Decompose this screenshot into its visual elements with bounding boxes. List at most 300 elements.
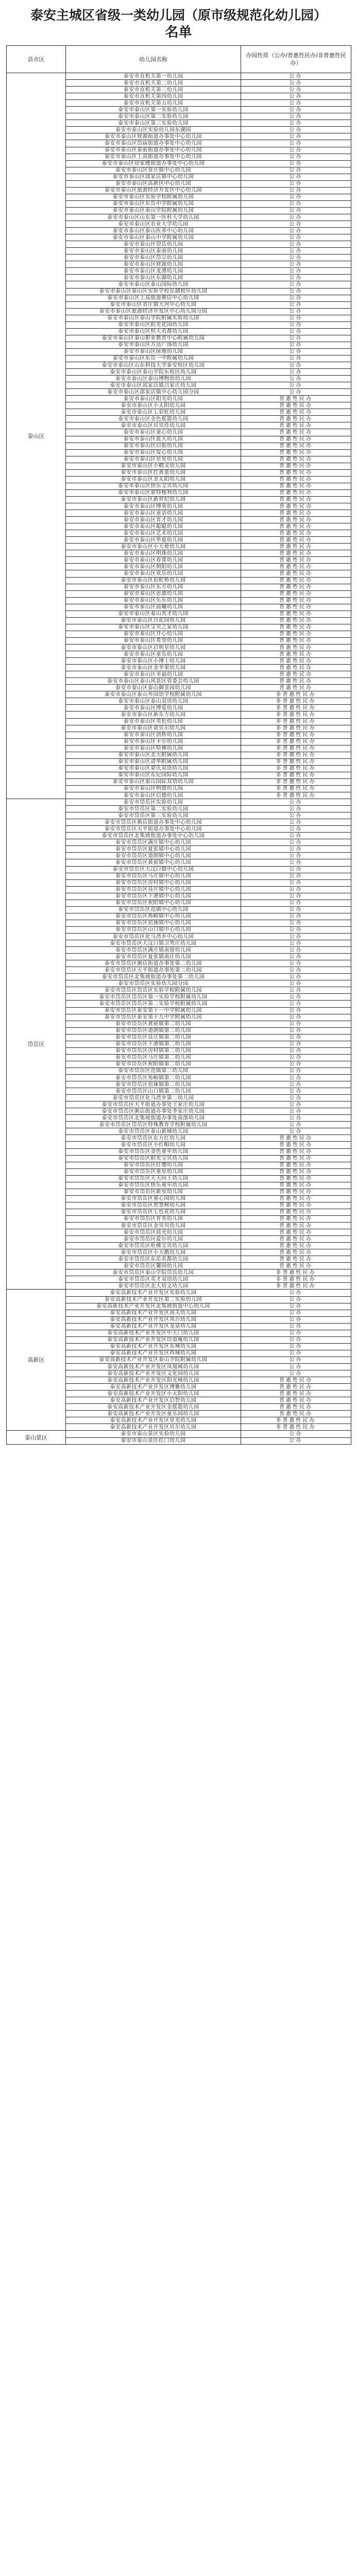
kindergarten-name-cell: 泰安市泰山区泰前幼儿园 (66, 248, 241, 255)
nature-cell: 公办 (241, 140, 351, 147)
nature-cell: 公办 (241, 987, 351, 994)
kindergarten-name-cell: 泰安市泰山景区红门幼儿园 (66, 1437, 241, 1444)
kindergarten-name-cell: 泰安市泰山区实验学校附属幼儿园 (66, 194, 241, 200)
kindergarten-name-cell: 泰安市泰山区博苑幼儿园 (66, 503, 241, 510)
kindergarten-name-cell: 泰安市泰山区彩虹桥幼儿园 (66, 577, 241, 584)
nature-cell: 公办 (241, 1357, 351, 1363)
kindergarten-name-cell: 泰安市泰山区阳光花园幼儿园 (66, 321, 241, 328)
kindergarten-name-cell: 泰安市泰山区邱家店镇吕家庄幼儿园 (66, 382, 241, 389)
kindergarten-name-cell: 泰安市泰山区小精灵幼儿园 (66, 463, 241, 469)
nature-cell: 公办 (241, 268, 351, 275)
nature-cell: 普惠性民办 (241, 1256, 351, 1263)
district-cell: 岱岳区 (7, 799, 66, 1290)
kindergarten-name-cell: 泰安市泰山区泰山风景区管委会幼儿园 (66, 678, 241, 685)
kindergarten-name-cell: 泰安市岱岳区北大培文幼儿园 (66, 1283, 241, 1290)
kindergarten-name-cell: 泰安市泰山区小太阳幼儿园 (66, 402, 241, 409)
kindergarten-name-cell: 泰安市泰山区启德幼儿园 (66, 792, 241, 799)
kindergarten-name-cell: 泰安市直机关第四幼儿园 (66, 93, 241, 100)
kindergarten-name-cell: 泰安市岱岳区实验幼儿园分园 (66, 980, 241, 987)
kindergarten-name-cell: 泰安高新技术产业开发区龙泉幼儿园 (66, 1323, 241, 1330)
nature-cell: 非普惠性民办 (241, 711, 351, 718)
kindergarten-name-cell: 泰安市岱岳区泰山新城幼儿园 (66, 1128, 241, 1135)
nature-cell: 普惠性民办 (241, 1263, 351, 1269)
nature-cell: 公办 (241, 1007, 351, 1014)
nature-cell: 普惠性民办 (241, 469, 351, 476)
kindergarten-name-cell: 泰安市泰山区聪聪幼儿园 (66, 523, 241, 530)
nature-cell: 普惠性民办 (241, 1377, 351, 1384)
nature-cell: 公办 (241, 1303, 351, 1310)
nature-cell: 公办 (241, 947, 351, 954)
nature-cell: 普惠性民办 (241, 1168, 351, 1175)
kindergarten-name-cell: 泰安市岱岳区天天向上幼儿园 (66, 1175, 241, 1182)
kindergarten-name-cell: 泰安市泰山区启航幼儿园 (66, 443, 241, 449)
kindergarten-name-cell: 泰安高新技术产业开发区星光幼儿园 (66, 1417, 241, 1424)
kindergarten-name-cell: 泰安市泰山区东岳中学附属幼儿园 (66, 200, 241, 207)
kindergarten-name-cell: 泰安高新技术产业开发区启智幼儿园 (66, 1397, 241, 1404)
kindergarten-name-cell: 泰安高新技术产业开发区博雅幼儿园 (66, 1384, 241, 1391)
kindergarten-name-cell: 泰安市泰山区实验幼儿园东湖园 (66, 127, 241, 133)
nature-cell: 公办 (241, 866, 351, 873)
nature-cell: 公办 (241, 1350, 351, 1357)
kindergarten-name-cell: 泰安高新技术产业开发区岱道庵幼儿园 (66, 1336, 241, 1343)
nature-cell: 公办 (241, 1296, 351, 1303)
kindergarten-name-cell: 泰安市直机关第五幼儿园 (66, 100, 241, 107)
kindergarten-name-cell: 泰安市泰山区山东科技大学泰安校区幼儿园 (66, 362, 241, 369)
nature-cell: 公办 (241, 1122, 351, 1128)
nature-cell: 非普惠性民办 (241, 745, 351, 752)
nature-cell: 公办 (241, 806, 351, 812)
nature-cell: 公办 (241, 1054, 351, 1061)
kindergarten-name-cell: 泰安市岱岳区实验幼儿园 (66, 799, 241, 806)
kindergarten-name-cell: 泰安市泰山区英伦幼儿园 (66, 718, 241, 725)
kindergarten-name-cell: 泰安高新技术产业开发区童乐园幼儿园 (66, 1411, 241, 1417)
kindergarten-name-cell: 泰安市泰山区第一实验幼儿园 (66, 107, 241, 113)
nature-cell: 普惠性民办 (241, 422, 351, 429)
table-row (7, 73, 351, 80)
kindergarten-name-cell: 泰安市岱岳区小天鹅幼儿园 (66, 1249, 241, 1256)
nature-cell: 普惠性民办 (241, 510, 351, 517)
nature-cell: 公办 (241, 315, 351, 321)
kindergarten-name-cell: 泰安高新技术产业开发区中天门幼儿园 (66, 1330, 241, 1336)
kindergarten-name-cell: 泰安市岱岳区道朗镇第二幼儿园 (66, 1027, 241, 1034)
kindergarten-name-cell: 泰安市岱岳区道朗镇中心幼儿园 (66, 853, 241, 859)
nature-cell: 公办 (241, 1001, 351, 1007)
nature-cell: 公办 (241, 1370, 351, 1377)
kindergarten-name-cell: 泰安市岱岳区泰安第十一中学附属幼儿园 (66, 1007, 241, 1014)
nature-cell: 非普惠性民办 (241, 792, 351, 799)
nature-cell: 公办 (241, 1128, 351, 1135)
nature-cell: 公办 (241, 1316, 351, 1323)
kindergarten-name-cell: 泰安市泰山区第三实验幼儿园 (66, 120, 241, 127)
kindergarten-name-cell: 泰安市泰山区育才幼儿园 (66, 517, 241, 523)
nature-cell: 普惠性民办 (241, 1249, 351, 1256)
nature-cell: 非普惠性民办 (241, 778, 351, 785)
kindergarten-name-cell: 泰安市直机关第一幼儿园 (66, 73, 241, 80)
kindergarten-name-cell: 泰安市岱岳区下港镇中心幼儿园 (66, 893, 241, 900)
kindergarten-name-cell: 泰安市岱岳区东方红幼儿园 (66, 1135, 241, 1142)
nature-cell: 非普惠性民办 (241, 772, 351, 778)
kindergarten-name-cell: 泰安市泰山区开心幼儿园 (66, 631, 241, 637)
kindergarten-name-cell: 泰安市岱岳区祝阳镇中心幼儿园 (66, 900, 241, 906)
kindergarten-name-cell: 泰安市泰山区东湖幼儿园 (66, 275, 241, 281)
nature-cell: 公办 (241, 228, 351, 234)
kindergarten-name-cell: 泰安市泰山区泰山外国语学校附属幼儿园 (66, 691, 241, 698)
nature-cell: 普惠性民办 (241, 449, 351, 456)
nature-cell: 公办 (241, 940, 351, 947)
nature-cell: 公办 (241, 1061, 351, 1067)
kindergarten-name-cell: 泰安高新技术产业开发区阳光城幼儿园 (66, 1377, 241, 1384)
nature-cell: 公办 (241, 194, 351, 200)
kindergarten-name-cell: 泰安市岱岳区良庄镇第二幼儿园 (66, 1034, 241, 1041)
nature-cell: 公办 (241, 1310, 351, 1316)
nature-cell: 公办 (241, 1108, 351, 1115)
nature-cell: 公办 (241, 1343, 351, 1350)
nature-cell: 普惠性民办 (241, 631, 351, 637)
kindergarten-name-cell: 泰安市泰山区蒙氏双语幼儿园 (66, 765, 241, 772)
nature-cell: 普惠性民办 (241, 665, 351, 671)
nature-cell: 非普惠性民办 (241, 738, 351, 745)
kindergarten-name-cell: 泰安市泰山区童话幼儿园 (66, 510, 241, 517)
kindergarten-name-cell: 泰安高新技术产业开发区凤台幼儿园 (66, 1316, 241, 1323)
nature-cell: 公办 (241, 1115, 351, 1122)
kindergarten-name-cell: 泰安市泰山区旅游经济开发区中心幼儿园 (66, 187, 241, 194)
kindergarten-name-cell: 泰安市泰山区北大附属幼儿园 (66, 752, 241, 758)
kindergarten-name-cell: 泰安市泰山区旅游经济开发区中心幼儿园分园 (66, 308, 241, 315)
kindergarten-name-cell: 泰安市岱岳区徂徕镇第二幼儿园 (66, 1081, 241, 1088)
kindergarten-name-cell: 泰安市泰山区百花园幼儿园 (66, 617, 241, 624)
nature-cell: 非普惠性民办 (241, 785, 351, 792)
nature-cell: 公办 (241, 1081, 351, 1088)
kindergarten-name-cell: 泰安市泰山区农业大学幼儿园 (66, 221, 241, 228)
nature-cell: 公办 (241, 812, 351, 819)
kindergarten-name-cell: 泰安市泰山区泰山英才幼儿园 (66, 611, 241, 617)
kindergarten-name-cell: 泰安市泰山区徐家楼街道办事处中心幼儿园 (66, 160, 241, 167)
nature-cell: 非普惠性民办 (241, 1283, 351, 1290)
kindergarten-name-cell: 泰安市泰山区财源幼儿园 (66, 261, 241, 268)
kindergarten-name-cell: 泰安市泰山区上高街道办事处中心幼儿园 (66, 154, 241, 160)
nature-cell: 普惠性民办 (241, 1135, 351, 1142)
nature-cell: 普惠性民办 (241, 416, 351, 422)
kindergarten-name-cell: 泰安市泰山区剑桥幼儿园 (66, 732, 241, 738)
nature-cell: 非普惠性民办 (241, 691, 351, 698)
kindergarten-name-cell: 泰安市泰山区泰山中学附属幼儿园 (66, 234, 241, 241)
kindergarten-name-cell: 泰安市泰山区童心幼儿园 (66, 429, 241, 436)
nature-cell: 普惠性民办 (241, 658, 351, 665)
kindergarten-name-cell: 泰安市岱岳区夏张镇中心幼儿园 (66, 846, 241, 853)
nature-cell: 公办 (241, 335, 351, 342)
kindergarten-name-cell: 泰安市泰山区第二实验幼儿园 (66, 113, 241, 120)
nature-cell: 公办 (241, 147, 351, 154)
kindergarten-name-cell: 泰安市泰山区泰前街道办事处中心幼儿园 (66, 147, 241, 154)
nature-cell: 公办 (241, 362, 351, 369)
kindergarten-name-cell: 泰安市直机关第三幼儿园 (66, 87, 241, 93)
kindergarten-name-cell: 泰安市泰山区快乐宝贝幼儿园 (66, 483, 241, 489)
nature-cell: 公办 (241, 221, 351, 228)
nature-cell: 普惠性民办 (241, 523, 351, 530)
nature-cell: 公办 (241, 1088, 351, 1095)
kindergarten-name-cell: 泰安市泰山区财源街道办事处中心幼儿园 (66, 133, 241, 140)
kindergarten-name-cell: 泰安市岱岳区化马湾乡中心幼儿园 (66, 934, 241, 940)
kindergarten-name-cell: 泰安市泰山区清华附属幼儿园 (66, 758, 241, 765)
kindergarten-name-cell: 泰安市泰山区蓝天幼儿园 (66, 436, 241, 443)
nature-cell: 普惠性民办 (241, 604, 351, 611)
kindergarten-name-cell: 泰安市岱岳区新星幼儿园 (66, 1189, 241, 1195)
nature-cell: 普惠性民办 (241, 1236, 351, 1243)
nature-cell: 公办 (241, 355, 351, 362)
nature-cell: 非普惠性民办 (241, 1276, 351, 1283)
nature-cell: 公办 (241, 1095, 351, 1101)
nature-cell: 普惠性民办 (241, 564, 351, 570)
nature-cell: 公办 (241, 160, 351, 167)
kindergarten-name-cell: 泰安高新技术产业开发区凤凰城幼儿园 (66, 1364, 241, 1370)
kindergarten-name-cell: 泰安市岱岳区范镇第二幼儿园 (66, 1067, 241, 1074)
nature-cell: 普惠性民办 (241, 1202, 351, 1209)
kindergarten-name-cell: 泰安市泰山区邱家店镇中心幼儿园分园 (66, 389, 241, 396)
kindergarten-name-cell: 泰安市岱岳区房村镇第二幼儿园 (66, 1047, 241, 1054)
nature-cell: 公办 (241, 127, 351, 133)
nature-cell: 公办 (241, 826, 351, 833)
table-body (7, 73, 351, 1445)
kindergarten-name-cell: 泰安市岱岳区良庄镇中心幼儿园 (66, 886, 241, 893)
kindergarten-name-cell: 泰安市泰山区龙潭幼儿园 (66, 268, 241, 275)
nature-cell: 普惠性民办 (241, 1162, 351, 1168)
kindergarten-name-cell: 泰安市岱岳区爱尔幼儿园 (66, 1236, 241, 1243)
nature-cell: 公办 (241, 934, 351, 940)
kindergarten-name-cell: 泰安市泰山区朝阳幼儿园 (66, 564, 241, 570)
kindergarten-name-cell: 泰安市泰山区上高街道粥店中心幼儿园 (66, 295, 241, 301)
kindergarten-name-cell: 泰安市泰山区诺贝尔幼儿园 (66, 725, 241, 732)
kindergarten-name-cell: 泰安市岱岳区馨园幼儿园 (66, 1263, 241, 1269)
nature-cell: 普惠性民办 (241, 436, 351, 443)
nature-cell: 普惠性民办 (241, 544, 351, 550)
district-cell: 高新区 (7, 1290, 66, 1431)
nature-cell: 普惠性民办 (241, 1223, 351, 1229)
kindergarten-name-cell: 泰安市泰山区泰山学院东校区幼儿园 (66, 369, 241, 376)
kindergarten-name-cell: 泰安市泰山区省庄镇中心幼儿园 (66, 167, 241, 174)
table-row (7, 799, 351, 806)
nature-cell: 公办 (241, 382, 351, 389)
nature-cell: 公办 (241, 328, 351, 335)
nature-cell: 非普惠性民办 (241, 705, 351, 711)
nature-cell: 普惠性民办 (241, 537, 351, 544)
nature-cell: 公办 (241, 1364, 351, 1370)
nature-cell: 公办 (241, 234, 351, 241)
nature-cell: 普惠性民办 (241, 577, 351, 584)
nature-cell: 公办 (241, 100, 351, 107)
kindergarten-name-cell: 泰安市泰山区泰山国际幼儿园 (66, 281, 241, 288)
nature-cell: 非普惠性民办 (241, 1424, 351, 1431)
kindergarten-name-cell: 泰安市岱岳区满庄镇南留幼儿园 (66, 947, 241, 954)
nature-cell: 公办 (241, 920, 351, 926)
nature-cell: 普惠性民办 (241, 1148, 351, 1155)
nature-cell: 公办 (241, 799, 351, 806)
nature-cell: 普惠性民办 (241, 637, 351, 644)
nature-cell: 公办 (241, 819, 351, 826)
nature-cell: 普惠性民办 (241, 1384, 351, 1391)
kindergarten-name-cell: 泰安市泰山区泰山博物馆幼儿园 (66, 376, 241, 382)
nature-cell: 公办 (241, 1041, 351, 1047)
kindergarten-name-cell: 泰安市泰山区东尼国际幼儿园 (66, 772, 241, 778)
kindergarten-name-cell: 泰安市泰山区东岳一中附属幼儿园 (66, 355, 241, 362)
kindergarten-name-cell: 泰安市岱岳区岱岳区第一实验学校附属幼儿园 (66, 994, 241, 1001)
kindergarten-name-cell: 泰安市岱岳区粥店街道办事处第二幼儿园 (66, 960, 241, 967)
nature-cell: 公办 (241, 348, 351, 355)
nature-cell: 普惠性民办 (241, 597, 351, 604)
kindergarten-name-cell: 泰安市泰山区爱心幼儿园 (66, 449, 241, 456)
kindergarten-name-cell: 泰安市岱岳区岱岳区第二实验学校附属幼儿园 (66, 1001, 241, 1007)
nature-cell: 公办 (241, 200, 351, 207)
kindergarten-name-cell: 泰安市泰山区高新区中心幼儿园 (66, 180, 241, 187)
nature-cell: 公办 (241, 154, 351, 160)
nature-cell: 普惠性民办 (241, 429, 351, 436)
nature-cell: 公办 (241, 1027, 351, 1034)
kindergarten-name-cell: 泰安市岱岳区金贝贝幼儿园 (66, 1223, 241, 1229)
nature-cell: 公办 (241, 187, 351, 194)
kindergarten-name-cell: 泰安市泰山区启明星幼儿园 (66, 644, 241, 651)
nature-cell: 公办 (241, 80, 351, 87)
kindergarten-name-cell: 泰安市泰山区童乐幼儿园 (66, 651, 241, 658)
kindergarten-name-cell: 泰安市岱岳区红缨幼儿园 (66, 1162, 241, 1168)
nature-cell: 公办 (241, 954, 351, 960)
nature-cell: 非普惠性民办 (241, 718, 351, 725)
nature-cell: 公办 (241, 1101, 351, 1108)
kindergarten-name-cell: 泰安市泰山区新东方幼儿园 (66, 711, 241, 718)
header-row (7, 46, 351, 73)
nature-cell: 公办 (241, 967, 351, 974)
district-cell: 泰山区 (7, 73, 66, 799)
kindergarten-name-cell: 泰安市岱岳区天平街道办事处中心幼儿园 (66, 826, 241, 833)
kindergarten-name-cell: 泰安市泰山区泰山国际双语幼儿园 (66, 778, 241, 785)
kindergarten-name-cell: 泰安市泰山区哈佛幼儿园 (66, 745, 241, 752)
kindergarten-name-cell: 泰安市岱岳区化马湾乡第二幼儿园 (66, 1095, 241, 1101)
nature-cell: 普惠性民办 (241, 1411, 351, 1417)
nature-cell: 公办 (241, 900, 351, 906)
kindergarten-name-cell: 泰安高新技术产业开发区小太阳幼儿园 (66, 1391, 241, 1397)
kindergarten-name-cell: 泰安市泰山区泰山医养中心幼儿园 (66, 228, 241, 234)
nature-cell: 普惠性民办 (241, 617, 351, 624)
nature-cell: 公办 (241, 214, 351, 221)
kindergarten-name-cell: 泰安市岱岳区七色花幼儿园 (66, 1209, 241, 1215)
nature-cell: 普惠性民办 (241, 443, 351, 449)
kindergarten-name-cell: 泰安市岱岳区马庄镇中心幼儿园 (66, 873, 241, 879)
nature-cell: 公办 (241, 1336, 351, 1343)
kindergarten-name-cell: 泰安市直机关第二幼儿园 (66, 80, 241, 87)
nature-cell: 公办 (241, 846, 351, 853)
nature-cell: 普惠性民办 (241, 1215, 351, 1222)
nature-cell: 公办 (241, 1034, 351, 1041)
kindergarten-name-cell: 泰安市岱岳区金色童年幼儿园 (66, 1148, 241, 1155)
kindergarten-table (6, 45, 351, 1445)
nature-cell: 非普惠性民办 (241, 725, 351, 732)
kindergarten-name-cell: 泰安市岱岳区天平街道办事处第二幼儿园 (66, 967, 241, 974)
nature-cell: 公办 (241, 321, 351, 328)
nature-cell: 公办 (241, 980, 351, 987)
kindergarten-name-cell: 泰安高新技术产业开发区实验幼儿园 (66, 1290, 241, 1296)
kindergarten-name-cell: 泰安高新技术产业开发区南关幼儿园 (66, 1310, 241, 1316)
nature-cell: 非普惠性民办 (241, 765, 351, 772)
nature-cell: 公办 (241, 133, 351, 140)
kindergarten-name-cell: 泰安市泰山区金苹果幼儿园 (66, 665, 241, 671)
nature-cell: 非普惠性民办 (241, 1417, 351, 1424)
kindergarten-name-cell: 泰安市泰山区欢乐幼儿园 (66, 570, 241, 577)
page-subtitle: 名单 (165, 25, 192, 40)
kindergarten-name-cell: 泰安市泰山区希望幼儿园 (66, 637, 241, 644)
kindergarten-name-cell: 泰安市岱岳区童心园幼儿园 (66, 1195, 241, 1202)
kindergarten-name-cell: 泰安高新技术产业开发区西城幼儿园 (66, 1350, 241, 1357)
nature-cell: 普惠性民办 (241, 1229, 351, 1236)
nature-cell: 公办 (241, 93, 351, 100)
nature-cell: 普惠性民办 (241, 1243, 351, 1249)
nature-cell: 非普惠性民办 (241, 758, 351, 765)
header-district: 县市区 (7, 46, 66, 73)
kindergarten-name-cell: 泰安市泰山区恒大名都幼儿园 (66, 328, 241, 335)
nature-cell: 普惠性民办 (241, 1404, 351, 1411)
nature-cell: 公办 (241, 288, 351, 295)
nature-cell: 公办 (241, 960, 351, 967)
kindergarten-name-cell: 泰安市泰山景区实验幼儿园 (66, 1431, 241, 1437)
nature-cell: 普惠性民办 (241, 496, 351, 503)
kindergarten-name-cell: 泰安市泰山区邱家店镇中心幼儿园 (66, 174, 241, 180)
nature-cell: 公办 (241, 369, 351, 376)
kindergarten-name-cell: 泰安市岱岳区阳光宝贝幼儿园 (66, 1155, 241, 1162)
kindergarten-name-cell: 泰安市泰山区明珠幼儿园 (66, 550, 241, 557)
kindergarten-name-cell: 泰安高新技术产业开发区金摇篮幼儿园 (66, 1404, 241, 1411)
nature-cell: 公办 (241, 1437, 351, 1444)
nature-cell: 公办 (241, 879, 351, 886)
nature-cell: 普惠性民办 (241, 1182, 351, 1189)
kindergarten-name-cell: 泰安高新技术产业开发区第二实验幼儿园 (66, 1296, 241, 1303)
nature-cell: 普惠性民办 (241, 570, 351, 577)
nature-cell: 普惠性民办 (241, 409, 351, 416)
nature-cell: 普惠性民办 (241, 671, 351, 678)
kindergarten-name-cell: 泰安市泰山区乐乐幼儿园 (66, 597, 241, 604)
nature-cell: 公办 (241, 1290, 351, 1296)
nature-cell: 公办 (241, 1067, 351, 1074)
nature-cell: 公办 (241, 1021, 351, 1027)
kindergarten-name-cell: 泰安市岱岳区育英幼儿园 (66, 1215, 241, 1222)
kindergarten-name-cell: 泰安市泰山区金太阳幼儿园 (66, 476, 241, 483)
nature-cell: 公办 (241, 389, 351, 396)
nature-cell: 普惠性民办 (241, 503, 351, 510)
nature-cell: 公办 (241, 1323, 351, 1330)
nature-cell: 普惠性民办 (241, 584, 351, 590)
nature-cell: 公办 (241, 886, 351, 893)
kindergarten-name-cell: 泰安市泰山区卡尔幼儿园 (66, 738, 241, 745)
kindergarten-name-cell: 泰安市岱岳区粥店街道办事处李家庄幼儿园 (66, 1108, 241, 1115)
kindergarten-name-cell: 泰安市岱岳区第二实验幼儿园 (66, 806, 241, 812)
kindergarten-name-cell: 泰安市泰山区思源幼儿园 (66, 590, 241, 597)
kindergarten-name-cell: 泰安市岱岳区天平街道办事处王家庄幼儿园 (66, 1101, 241, 1108)
nature-cell: 公办 (241, 839, 351, 846)
kindergarten-name-cell: 泰安市岱岳区晨光幼儿园 (66, 1229, 241, 1236)
nature-cell: 公办 (241, 1047, 351, 1054)
nature-cell: 公办 (241, 281, 351, 288)
kindergarten-name-cell: 泰安市岱岳区大汶口镇中心幼儿园 (66, 866, 241, 873)
kindergarten-name-cell: 泰安高新技术产业开发区东城幼儿园 (66, 1343, 241, 1350)
kindergarten-name-cell: 泰安市泰山区华夏幼儿园 (66, 537, 241, 544)
kindergarten-name-cell: 泰安市泰山区博爱幼儿园 (66, 705, 241, 711)
nature-cell: 普惠性民办 (241, 557, 351, 564)
nature-cell: 非普惠性民办 (241, 698, 351, 705)
kindergarten-name-cell: 泰安高新技术产业开发区贝尔幼儿园 (66, 1424, 241, 1431)
kindergarten-name-cell: 泰安市岱岳区山口镇第二幼儿园 (66, 1088, 241, 1095)
nature-cell: 公办 (241, 1014, 351, 1021)
nature-cell: 公办 (241, 301, 351, 308)
kindergarten-name-cell: 泰安市岱岳区泰山学院岱岳幼儿园 (66, 1269, 241, 1276)
kindergarten-name-cell: 泰安市泰山区万达广场幼儿园 (66, 342, 241, 348)
nature-cell: 普惠性民办 (241, 483, 351, 489)
nature-cell: 普惠性民办 (241, 1189, 351, 1195)
